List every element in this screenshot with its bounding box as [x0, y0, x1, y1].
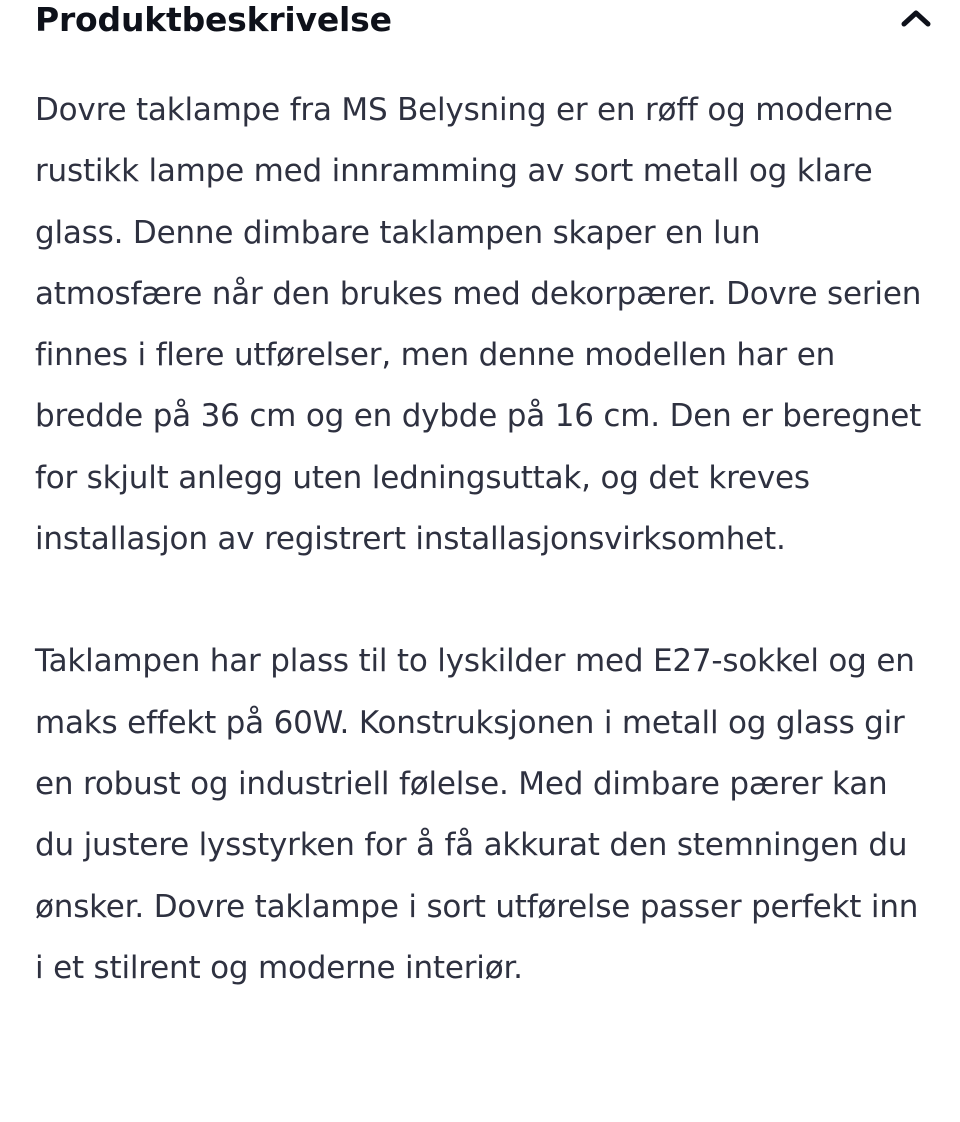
- description-paragraph-2: Taklampen har plass til to lyskilder med E27-sokkel og en maks effekt på 60W. Konstruksjonen i metall og glass gir en robust og industriell følelse. Med dimbare pærer kan du justere lysstyrken for å få akkurat den stemningen du ønsker. Dovre taklampe i sort utførelse passer perfekt inn i et stilrent og moderne interiør.: [35, 643, 919, 986]
- accordion-header[interactable]: [0, 0, 960, 40]
- chevron-up-icon[interactable]: [900, 6, 932, 30]
- description-paragraph-1: Dovre taklampe fra MS Belysning er en røff og moderne rustikk lampe med innramming av sort metall og klare glass. Denne dimbare taklampen skaper en lun atmosfære når den brukes med dekorpærer. Dovre serien finnes i flere utførelser, men denne modellen har en bredde på 36 cm og en dybde på 16 cm. Den er beregnet for skjult anlegg uten ledningsuttak, og det kreves installasjon av registrert installasjonsvirksomhet.: [35, 92, 922, 558]
- section-title: Produktbeskrivelse: [35, 0, 392, 39]
- accordion-body: [35, 80, 935, 1060]
